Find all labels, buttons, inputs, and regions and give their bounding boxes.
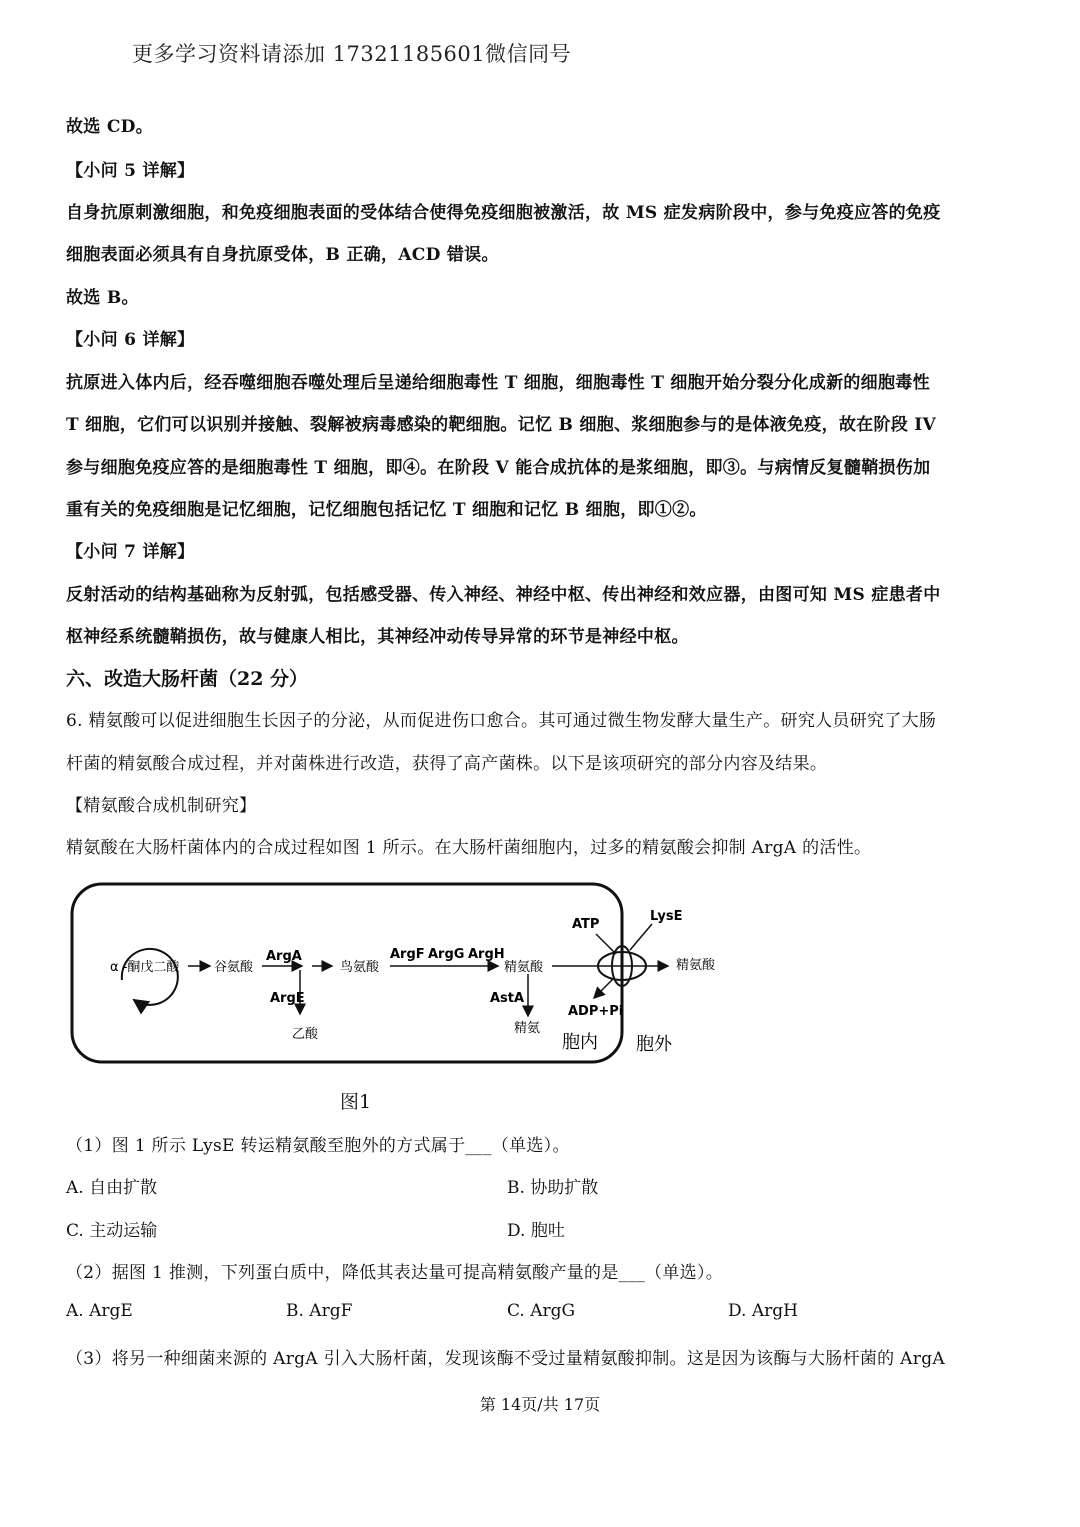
answer-line: 枢神经系统髓鞘损伤，故与健康人相比，其神经冲动传导异常的环节是神经中枢。 — [66, 627, 689, 647]
question-3-stem: （3）将另一种细菌来源的 ArgA 引入大肠杆菌，发现该酶不受过量精氨酸抑制。这是因为该酶与大肠杆菌的 ArgA — [66, 1349, 945, 1369]
adp-label: ADP+Pi — [568, 1004, 624, 1019]
page-header: 更多学习资料请添加 17321185601微信同号 — [132, 42, 572, 66]
asta-label: AstA — [490, 991, 525, 1006]
inside-label: 胞内 — [562, 1032, 598, 1053]
answer-line: 故选 CD。 — [66, 117, 153, 137]
page-footer: 第 14页/共 17页 — [479, 1395, 601, 1414]
answer-line: 重有关的免疫细胞是记忆细胞，记忆细胞包括记忆 T 细胞和记忆 B 细胞，即①②。 — [66, 500, 707, 520]
answer-line: 反射活动的结构基础称为反射弧，包括感受器、传入神经、神经中枢、传出神经和效应器，由图可知 MS 症患者中 — [66, 585, 941, 605]
argf-label: ArgF — [390, 947, 425, 962]
atp-label: ATP — [572, 917, 600, 932]
question-subheading: 【精氨酸合成机制研究】 — [66, 796, 257, 816]
figure-arginine-pathway — [62, 874, 742, 1074]
atp-line — [596, 934, 616, 954]
q2-option-a: A. ArgE — [66, 1301, 133, 1321]
ornithine-label: 鸟氨酸 — [340, 960, 380, 975]
q2-option-c: C. ArgG — [507, 1301, 576, 1321]
argh-label: ArgH — [468, 947, 505, 962]
alpha-ketoglutarate-label: α -酮戊二酸 — [110, 960, 180, 975]
q1-option-a: A. 自由扩散 — [66, 1178, 158, 1198]
cycle-arrow — [122, 949, 178, 1005]
section-title: 六、改造大肠杆菌（22 分） — [66, 668, 309, 690]
arga-label: ArgA — [266, 949, 302, 964]
answer-line: 细胞表面必须具有自身抗原受体，B 正确，ACD 错误。 — [66, 245, 499, 265]
arginine-out-label: 精氨酸 — [676, 958, 716, 973]
arge-label: ArgE — [270, 991, 305, 1006]
argg-label: ArgG — [428, 947, 465, 962]
question-2-stem: （2）据图 1 推测，下列蛋白质中，降低其表达量可提高精氨酸产量的是___（单选）。 — [66, 1263, 724, 1283]
q1-option-d: D. 胞吐 — [507, 1221, 565, 1241]
subquestion-heading: 【小问 7 详解】 — [66, 542, 195, 562]
acetate-label: 乙酸 — [292, 1027, 319, 1042]
answer-line: 抗原进入体内后，经吞噬细胞吞噬处理后呈递给细胞毒性 T 细胞，细胞毒性 T 细胞开始分裂分化成新的细胞毒性 — [66, 373, 930, 393]
question-1-stem: （1）图 1 所示 LysE 转运精氨酸至胞外的方式属于___（单选）。 — [66, 1136, 570, 1156]
question-intro: 6. 精氨酸可以促进细胞生长因子的分泌，从而促进伤口愈合。其可通过微生物发酵大量生产。研究人员研究了大肠 — [66, 711, 937, 731]
agmatine-label: 精氨 — [514, 1021, 541, 1036]
q2-option-b: B. ArgF — [286, 1301, 353, 1321]
answer-line: 自身抗原刺激细胞，和免疫细胞表面的受体结合使得免疫细胞被激活，故 MS 症发病阶段中，参与免疫应答的免疫 — [66, 203, 941, 223]
subquestion-heading: 【小问 5 详解】 — [66, 161, 195, 181]
answer-line: 参与细胞免疫应答的是细胞毒性 T 细胞，即④。在阶段 V 能合成抗体的是浆细胞，即③。与病情反复髓鞘损伤加 — [66, 458, 931, 478]
answer-line: T 细胞，它们可以识别并接触、裂解被病毒感染的靶细胞。记忆 B 细胞、浆细胞参与的是体液免疫，故在阶段 IV — [66, 415, 937, 435]
figure-caption: 图1 — [340, 1091, 372, 1113]
question-intro: 杆菌的精氨酸合成过程，并对菌株进行改造，获得了高产菌株。以下是该项研究的部分内容及结果。 — [66, 754, 828, 774]
arginine-label: 精氨酸 — [504, 960, 544, 975]
lyse-label: LysE — [650, 909, 683, 924]
outside-label: 胞外 — [636, 1034, 672, 1055]
q2-option-d: D. ArgH — [728, 1301, 798, 1321]
answer-line: 故选 B。 — [66, 288, 139, 308]
glutamate-label: 谷氨酸 — [214, 960, 254, 975]
q1-option-c: C. 主动运输 — [66, 1221, 158, 1241]
q1-option-b: B. 协助扩散 — [507, 1178, 599, 1198]
lyse-pointer — [630, 924, 652, 950]
adp-arrow — [594, 978, 614, 998]
question-description: 精氨酸在大肠杆菌体内的合成过程如图 1 所示。在大肠杆菌细胞内，过多的精氨酸会抑制 ArgA 的活性。 — [66, 838, 872, 858]
subquestion-heading: 【小问 6 详解】 — [66, 330, 195, 350]
